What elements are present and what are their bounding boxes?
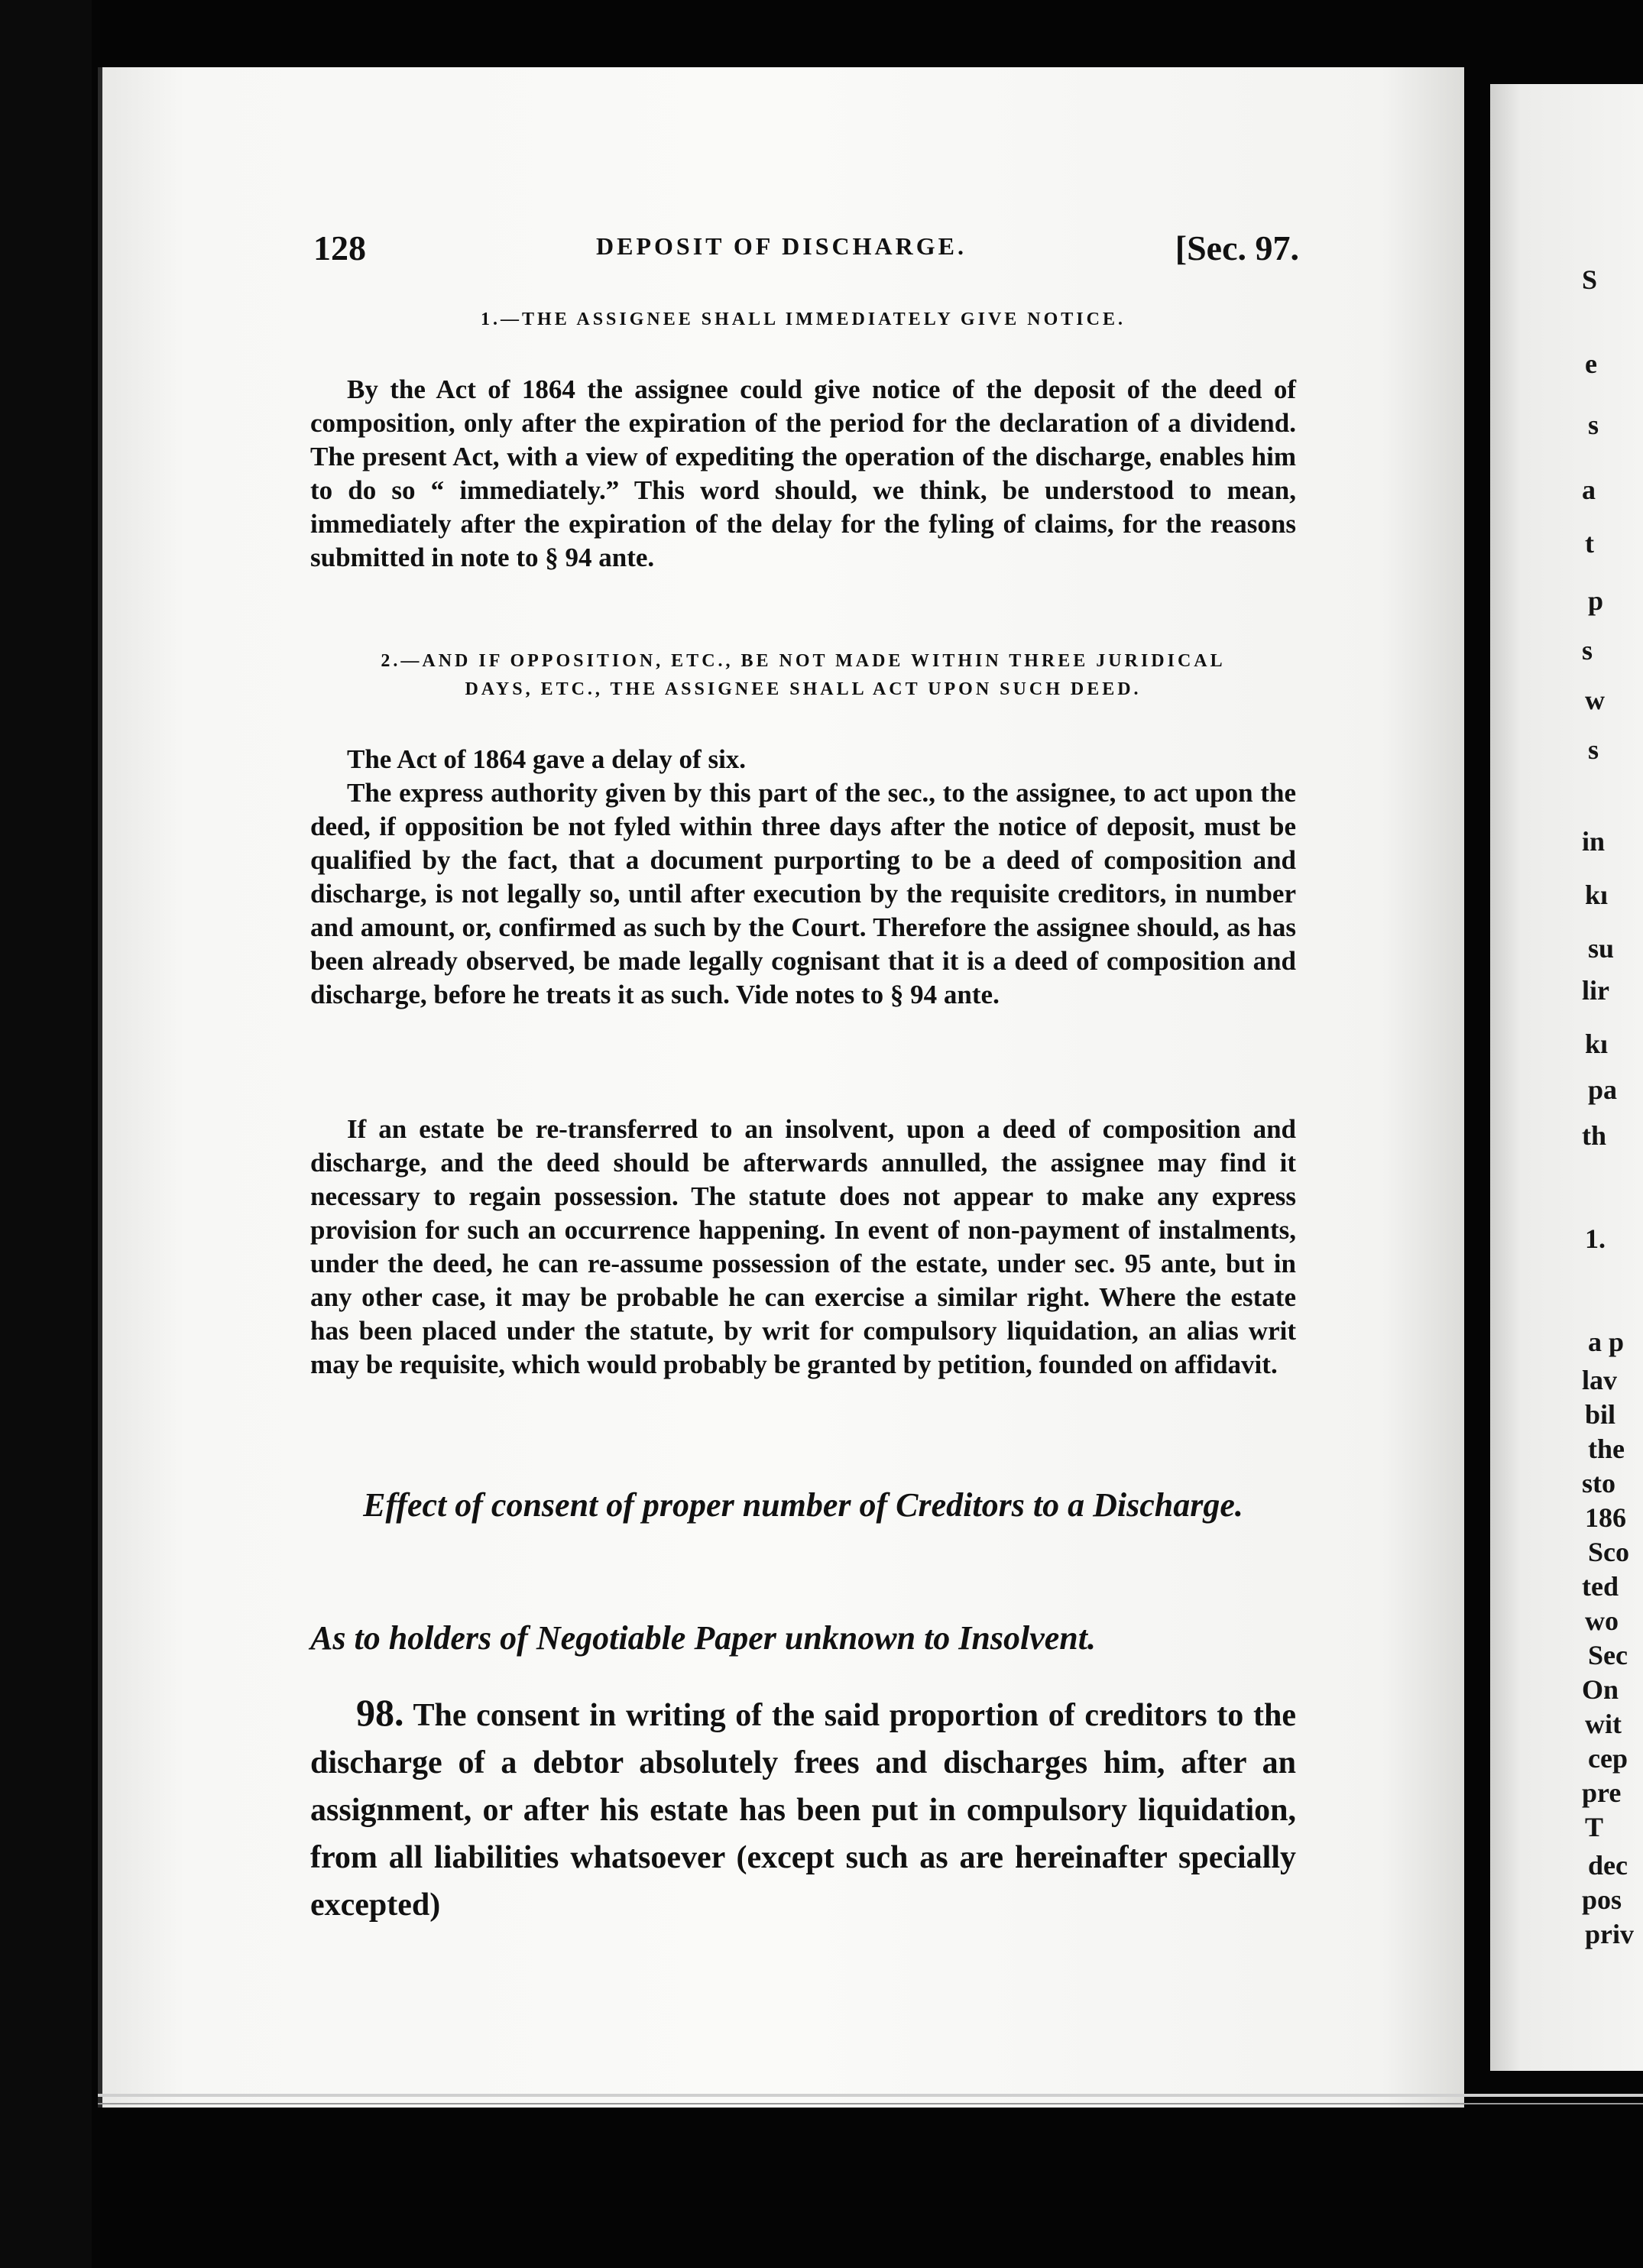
adjacent-page-fragment: wo [1585, 1605, 1619, 1636]
adjacent-page-fragment: priv [1585, 1919, 1635, 1949]
running-title: DEPOSIT OF DISCHARGE. [596, 232, 967, 260]
adjacent-page-fragment: p [1588, 585, 1604, 616]
adjacent-page-fragment: pre [1582, 1777, 1622, 1808]
adjacent-page-fragment: 186 [1585, 1502, 1626, 1533]
adjacent-page-fragment: wit [1585, 1709, 1622, 1739]
adjacent-page-fragment: the [1588, 1434, 1625, 1464]
adjacent-page-fragment: e [1585, 348, 1597, 379]
adjacent-page-fragment: Sco [1588, 1537, 1629, 1567]
adjacent-page-fragment: a p [1588, 1327, 1625, 1357]
subhead-notice: 1.—THE ASSIGNEE SHALL IMMEDIATELY GIVE NOTICE. [481, 309, 1126, 329]
adjacent-page-fragment: T [1585, 1812, 1604, 1842]
adjacent-page-fragment: lav [1582, 1365, 1618, 1395]
adjacent-page-fragment: pa [1588, 1074, 1618, 1105]
paragraph-2: The Act of 1864 gave a delay of six. [347, 744, 747, 774]
adjacent-page-fragment: s [1588, 734, 1599, 765]
adjacent-page-fragment: kı [1585, 880, 1609, 910]
subhead-opposition: 2.—AND IF OPPOSITION, ETC., BE NOT MADE WITHIN THREE JURIDICAL DAYS, ETC., THE ASSIGNEE SHALL ACT UPON SUCH DEED. [381, 651, 1226, 699]
adjacent-page-fragment: lir [1582, 975, 1609, 1006]
adjacent-page-fragment: t [1585, 528, 1594, 559]
film-border-left [0, 0, 92, 2268]
page-number: 128 [313, 228, 366, 267]
adjacent-page-fragment: On [1582, 1674, 1619, 1705]
paragraph-3: The express authority given by this part of the sec., to the assignee, to act upon the deed, if opposition be not fyled within three days after the notice of deposit, must be qualified by the fact, that a document purporting to be a deed of composition and discharge, is not legally so, until after execution by the requisite creditors, in number and amount, or, confirmed as such by the Court. Therefore the assignee should, as has been already observed, be made legally cognisant that it is a deed of composition and discharge, before he treats it as such. Vide notes to § 94 ante. [310, 778, 1296, 1009]
adjacent-page-fragment: w [1585, 685, 1605, 715]
adjacent-page-fragment: dec [1588, 1850, 1628, 1881]
adjacent-page-fragment: in [1582, 826, 1606, 857]
adjacent-page-fragment: s [1582, 635, 1593, 666]
italic-heading-holders: As to holders of Negotiable Paper unknown to Insolvent. [310, 1619, 1097, 1657]
adjacent-page-fragment: th [1582, 1120, 1607, 1151]
adjacent-page-fragment: pos [1582, 1884, 1622, 1915]
adjacent-page-fragment: cep [1588, 1743, 1628, 1774]
adjacent-page-fragment: s [1588, 410, 1599, 440]
section-number: 98. [356, 1691, 404, 1734]
film-rule-top [98, 2094, 1643, 2097]
section-98 [310, 1689, 1296, 1929]
adjacent-page-fragment: kı [1585, 1029, 1609, 1059]
adjacent-page-fragment: S [1582, 264, 1598, 295]
adjacent-page-fragment: 1. [1585, 1223, 1606, 1254]
adjacent-page-fragment: sto [1582, 1468, 1615, 1498]
italic-heading-effect: Effect of consent of proper number of Creditors to a Discharge. [363, 1486, 1243, 1524]
running-head [313, 228, 1299, 274]
paragraph-4: If an estate be re-transferred to an insolvent, upon a deed of composition and discharge, and the deed should be afterwards annulled, the assignee may find it necessary to regain possession. The statute does not appear to make any express provision for such an occurrence happening. In event of non-payment of instalments, under the deed, he can re-assume possession of the estate, under sec. 95 ante, but in any other case, it may be probable he can exercise a similar right. Where the estate has been placed under the statute, by writ for compulsory liquidation, an alias writ may be requisite, which would probably be granted by petition, founded on affidavit. [310, 1114, 1296, 1379]
paragraph-1: By the Act of 1864 the assignee could give notice of the deposit of the deed of composition, only after the expiration of the period for the declaration of a dividend. The present Act, with a view of expediting the operation of the discharge, enables him to do so “ immediately.” This word should, we think, be understood to mean, immediately after the expiration of the delay for the fyling of claims, for the reasons submitted in note to § 94 ante. [310, 374, 1296, 572]
adjacent-page-fragment: bil [1585, 1399, 1616, 1430]
adjacent-page-fragment: su [1588, 933, 1615, 964]
adjacent-page-fragment: ted [1582, 1571, 1619, 1602]
adjacent-page-fragment: Sec [1588, 1640, 1628, 1670]
section-text: The consent in writing of the said proportion of creditors to the discharge of a debtor absolutely frees and discharges him, after an assignment, or after his estate has been put in compulsory liquidation, from all liabilities whatsoever (except such as are hereinafter specially excepted) [310, 1698, 1296, 1923]
section-marker: [Sec. 97. [1175, 228, 1299, 267]
film-rule-bottom [98, 2103, 1643, 2104]
adjacent-page-fragment: a [1582, 475, 1596, 505]
